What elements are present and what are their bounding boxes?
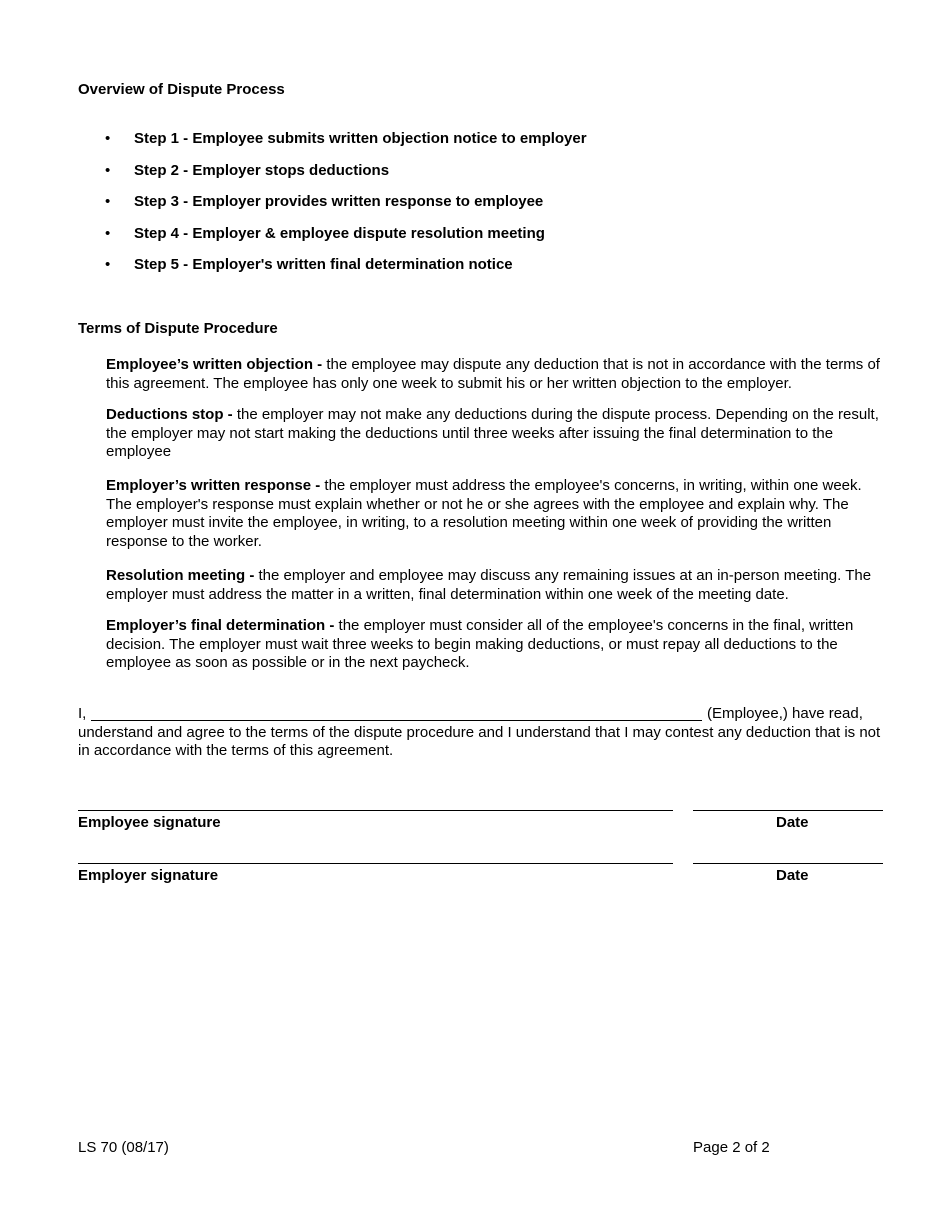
term-body: the employee may dispute any deduction that is not in accordance with the terms of this agreement. The employee has only one week to submit his or her written objection to the employer. [106,356,880,392]
term-written-objection [106,356,886,393]
term-title: Employer’s final determination - [106,617,339,634]
acknowledgement-suffix: (Employee,) have read, [707,705,863,722]
bullet-icon: • [105,161,111,179]
step-text: Step 3 - Employer provides written response to employee [134,193,544,211]
acknowledgement-text: understand and agree to the terms of the dispute procedure and I understand that I may contest any deduction that is not in accordance with the terms of this agreement. [78,723,881,760]
bullet-icon: • [105,256,111,274]
bullet-icon: • [105,130,111,147]
term-title: Employer’s written response - [106,477,325,494]
term-final-determination [106,617,886,673]
employer-signature-label: Employer signature [78,867,219,884]
term-title: Employee’s written objection - [106,356,327,373]
employee-date-label: Date [776,814,809,831]
term-title: Resolution meeting - [106,567,259,584]
term-title: Deductions stop - [106,406,237,423]
employee-name-field[interactable] [91,720,702,721]
bullet-icon: • [105,193,111,211]
term-deductions-stop [106,406,886,462]
list-item [78,192,878,224]
employee-signature-label: Employee signature [78,814,221,831]
term-body: the employer and employee may discuss any remaining issues at an in-person meeting. The employer must address the matter in a written, final determination within one week of the meeting date. [106,567,872,603]
acknowledgement-statement [78,705,884,761]
step-text: Step 2 - Employer stops deductions [134,161,390,179]
term-resolution-meeting [106,567,886,604]
form-id: LS 70 (08/17) [78,1139,169,1156]
term-body: the employer must consider all of the employee's concerns in the final, written decision. The employer must wait three weeks to begin making deductions, or must repay all deductions to the employee as soon as possible or in the next paycheck. [106,617,854,672]
list-item [78,129,878,161]
step-text: Step 1 - Employee submits written objection notice to employer [134,130,587,147]
employee-signature-line[interactable] [78,810,673,811]
terms-heading: Terms of Dispute Procedure [78,320,278,337]
step-text: Step 4 - Employer & employee dispute resolution meeting [134,224,545,242]
acknowledgement-prefix: I, [78,705,87,722]
employer-date-line[interactable] [693,863,883,864]
term-written-response [106,477,886,551]
steps-list [78,129,878,287]
acknowledgement-first-line [78,705,884,724]
employer-signature-line[interactable] [78,863,673,864]
bullet-icon: • [105,224,111,242]
list-item [78,224,878,256]
step-text: Step 5 - Employer's written final determination notice [134,256,513,274]
employer-date-label: Date [776,867,809,884]
list-item [78,161,878,193]
overview-heading: Overview of Dispute Process [78,81,285,98]
page-number: Page 2 of 2 [693,1139,770,1156]
term-body: the employer may not make any deductions during the dispute process. Depending on the result, the employer may not start making the deductions until three weeks after issuing the final determination to the employee [106,406,879,461]
term-body: the employer must address the employee's concerns, in writing, within one week. The employer's response must explain whether or not he or she agrees with the employee and explain why. The employer must invite the employee, in writing, to a resolution meeting within one week of providing the written response to the worker. [106,477,862,550]
employee-date-line[interactable] [693,810,883,811]
list-item [78,255,878,287]
